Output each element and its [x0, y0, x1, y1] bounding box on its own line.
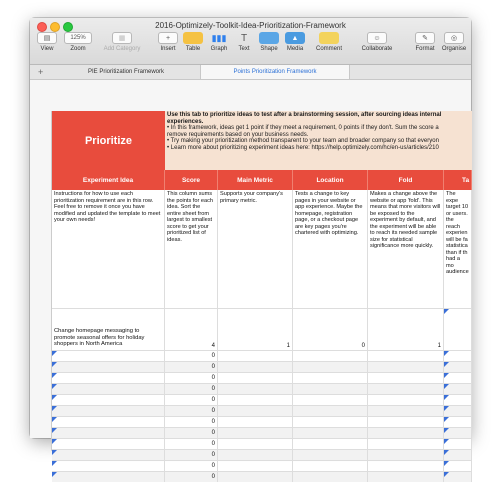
instructions-line: • In this framework, ideas get 1 point if they meet a requirement, 0 points if they don't. Sum the score a	[167, 125, 439, 132]
score-cell[interactable]	[165, 428, 218, 438]
table-row	[52, 449, 472, 460]
score-cell[interactable]	[165, 450, 218, 460]
column-header-main-metric[interactable]: Main Metric	[218, 170, 293, 190]
column-header-ta[interactable]: Ta	[444, 170, 472, 190]
comment-icon	[319, 32, 339, 44]
instructions-line: • Try making your prioritization method transparent to your team and broader company so that everyon	[167, 138, 439, 145]
app-window	[30, 18, 471, 480]
table-row	[52, 460, 472, 471]
table-row	[52, 405, 472, 416]
location-cell[interactable]	[293, 309, 368, 350]
comment-marker-icon	[444, 395, 449, 400]
table-cell[interactable]	[293, 461, 368, 471]
score-cell[interactable]	[165, 461, 218, 471]
score-cell[interactable]	[165, 395, 218, 405]
table-row	[52, 394, 472, 405]
table-cell[interactable]	[218, 417, 293, 427]
description-cell[interactable]: This column sums the points for each idea. Sort the entire sheet from largest to smallest score to get your prioritized list of ideas.	[165, 190, 218, 308]
insert-icon: +	[158, 32, 178, 44]
view-icon: ▤	[37, 32, 57, 44]
media-button[interactable]	[283, 32, 307, 62]
comment-marker-icon	[52, 351, 57, 356]
table-cell[interactable]	[368, 351, 444, 361]
comment-marker-icon	[444, 351, 449, 356]
graph-label: Graph	[210, 46, 228, 52]
organise-label: Organise	[441, 46, 467, 52]
score-cell[interactable]	[165, 384, 218, 394]
view-label: View	[40, 46, 54, 52]
score-value: 0	[211, 364, 215, 370]
score-value: 0	[211, 375, 215, 381]
table-cell[interactable]	[368, 417, 444, 427]
instructions-cell[interactable]	[165, 111, 472, 170]
table-cell[interactable]	[368, 384, 444, 394]
table-cell[interactable]	[218, 406, 293, 416]
score-value: 0	[211, 463, 215, 469]
description-cell[interactable]: The expe target 10 or users. the reach experien will be fa statistica than if th had a mo audience	[444, 190, 472, 308]
collaborate-label: Collaborate	[361, 46, 393, 52]
table-cell[interactable]	[293, 373, 368, 383]
table-cell[interactable]	[218, 384, 293, 394]
main-metric-cell[interactable]	[218, 309, 293, 350]
ta-cell[interactable]	[444, 309, 472, 350]
table-icon	[183, 32, 203, 44]
score-cell[interactable]	[165, 309, 218, 350]
score-value: 0	[211, 386, 215, 392]
table-row	[52, 383, 472, 394]
score-value: 0	[211, 441, 215, 447]
comment-marker-icon	[52, 472, 57, 477]
table-cell[interactable]	[444, 461, 472, 471]
table-cell[interactable]	[293, 406, 368, 416]
table-cell[interactable]	[52, 472, 165, 482]
table-cell[interactable]	[444, 417, 472, 427]
instructions-line: remove requirements based on your business needs.	[167, 131, 309, 138]
window-title: 2016-Optimizely-Toolkit-Idea-Prioritization-Framework	[155, 21, 346, 30]
sheet-tab-bar	[30, 65, 471, 80]
comment-marker-icon	[52, 406, 57, 411]
comment-marker-icon	[444, 417, 449, 422]
column-header-score[interactable]: Score	[165, 170, 218, 190]
insert-label: Insert	[160, 46, 176, 52]
table-cell[interactable]	[52, 428, 165, 438]
table-cell[interactable]	[52, 417, 165, 427]
table-cell[interactable]	[52, 351, 165, 361]
tab-pie-prioritization[interactable]: PIE Prioritization Framework	[87, 69, 165, 75]
column-header-location[interactable]: Location	[293, 170, 368, 190]
table-cell[interactable]	[218, 461, 293, 471]
toolbar	[30, 18, 471, 65]
fold-value: 1	[437, 343, 441, 349]
add-category-button[interactable]	[100, 32, 144, 62]
comment-label: Comment	[315, 46, 342, 52]
comment-marker-icon	[52, 417, 57, 422]
organise-icon: ◎	[444, 32, 464, 44]
table-cell[interactable]	[444, 450, 472, 460]
table-cell[interactable]	[218, 373, 293, 383]
view-button[interactable]	[36, 32, 58, 62]
table-row	[52, 361, 472, 372]
table-cell[interactable]	[293, 384, 368, 394]
table-row	[52, 350, 472, 361]
table-cell[interactable]	[368, 472, 444, 482]
table-cell[interactable]	[218, 472, 293, 482]
table-cell[interactable]	[52, 406, 165, 416]
table-cell[interactable]	[444, 384, 472, 394]
add-sheet-icon[interactable]: +	[38, 67, 44, 77]
table-cell[interactable]	[52, 439, 165, 449]
score-cell[interactable]	[165, 439, 218, 449]
comment-marker-icon	[52, 395, 57, 400]
table-cell[interactable]	[444, 351, 472, 361]
table-cell[interactable]	[52, 373, 165, 383]
table-row	[52, 416, 472, 427]
format-label: Format	[415, 46, 435, 52]
insert-button[interactable]	[157, 32, 179, 62]
collaborate-icon: ☺	[367, 32, 387, 44]
brush-icon: ✎	[415, 32, 435, 44]
comment-marker-icon	[52, 373, 57, 378]
shape-label: Shape	[260, 46, 278, 52]
main-metric-value: 1	[286, 343, 290, 349]
zoom-label: Zoom	[70, 46, 86, 52]
comment-marker-icon	[52, 384, 57, 389]
score-value: 0	[211, 474, 215, 480]
collaborate-button[interactable]	[360, 32, 394, 62]
table-cell[interactable]	[218, 351, 293, 361]
table-cell[interactable]	[368, 439, 444, 449]
score-cell[interactable]	[165, 406, 218, 416]
table-cell[interactable]	[218, 450, 293, 460]
score-cell[interactable]	[165, 417, 218, 427]
table-cell[interactable]	[52, 362, 165, 372]
score-value: 0	[211, 408, 215, 414]
table-cell[interactable]	[293, 362, 368, 372]
graph-button[interactable]	[208, 32, 230, 62]
table-cell[interactable]	[293, 417, 368, 427]
comment-marker-icon	[444, 461, 449, 466]
score-value: 0	[211, 452, 215, 458]
instructions-line: Use this tab to prioritize ideas to test after a brainstorming session, after sourcing ideas internal	[167, 112, 442, 118]
idea-text: Change homepage messaging to promote seasonal offers for holiday shoppers in North America	[54, 328, 145, 348]
table-row	[52, 427, 472, 438]
table-cell[interactable]	[52, 461, 165, 471]
table-cell[interactable]	[368, 450, 444, 460]
table-cell[interactable]	[218, 362, 293, 372]
description-cell[interactable]: Instructions for how to use each prioritization requirement are in this row. Feel free to remove it once you have modified and updated the template to meet your own needs!	[52, 190, 165, 308]
comment-marker-icon	[444, 373, 449, 378]
score-value: 0	[211, 419, 215, 425]
comment-marker-icon	[444, 406, 449, 411]
table-cell[interactable]	[293, 450, 368, 460]
text-icon: T	[240, 32, 248, 44]
table-cell[interactable]	[444, 362, 472, 372]
score-cell[interactable]	[165, 351, 218, 361]
score-value: 0	[211, 430, 215, 436]
shape-icon	[259, 32, 279, 44]
score-value: 0	[211, 397, 215, 403]
table-cell[interactable]	[444, 373, 472, 383]
table-label: Table	[185, 46, 201, 52]
organise-button[interactable]	[440, 32, 468, 62]
comment-marker-icon	[444, 439, 449, 444]
comment-marker-icon	[444, 362, 449, 367]
comment-marker-icon	[444, 309, 449, 314]
format-button[interactable]	[412, 32, 438, 62]
score-value: 4	[211, 343, 215, 349]
comment-marker-icon	[52, 362, 57, 367]
table-cell[interactable]	[444, 406, 472, 416]
media-label: Media	[286, 46, 304, 52]
shape-button[interactable]	[258, 32, 280, 62]
score-cell[interactable]	[165, 362, 218, 372]
comment-marker-icon	[52, 439, 57, 444]
table-cell[interactable]	[368, 406, 444, 416]
add-category-icon: ▦	[112, 32, 132, 44]
bar-chart-icon: ▮▮▮	[211, 32, 227, 43]
table-cell[interactable]	[52, 384, 165, 394]
score-value: 0	[211, 353, 215, 359]
table	[51, 111, 472, 480]
description-cell[interactable]: Tests a change to key pages in your website or app experience. Maybe the homepage, registration page, or a checkout page are key pages you're chartered with optimizing.	[293, 190, 368, 308]
table-cell[interactable]	[293, 439, 368, 449]
sheet-title: Prioritize	[52, 111, 165, 170]
score-cell[interactable]	[165, 373, 218, 383]
description-cell[interactable]: Makes a change above the website or app 'fold'. This means that more visitors will be exposed to the experiment by default, and the experiment will be able to reach its needed sample size for statistical significance more quickly.	[368, 190, 444, 308]
column-header-fold[interactable]: Fold	[368, 170, 444, 190]
location-value: 0	[361, 343, 365, 349]
table-cell[interactable]	[368, 395, 444, 405]
table-cell[interactable]	[293, 395, 368, 405]
table-button[interactable]	[182, 32, 204, 62]
add-category-label: Add Category	[103, 46, 141, 52]
instructions-line: • Learn more about prioritizing experiment ideas here: https://help.optimizely.com/hc/en-us/articles/210	[167, 144, 439, 151]
table-cell[interactable]	[444, 439, 472, 449]
comment-marker-icon	[444, 384, 449, 389]
table-cell[interactable]	[293, 428, 368, 438]
table-cell[interactable]	[218, 395, 293, 405]
score-cell[interactable]	[165, 472, 218, 482]
sheet-canvas	[30, 80, 471, 480]
zoom-dropdown[interactable]	[63, 32, 93, 62]
table-cell[interactable]	[444, 472, 472, 482]
idea-cell[interactable]	[52, 309, 165, 350]
text-label: Text	[238, 46, 250, 52]
column-header-experiment-idea[interactable]: Experiment Idea	[52, 170, 165, 190]
table-row	[52, 438, 472, 449]
zoom-value: 125%	[64, 32, 92, 44]
table-row	[52, 471, 472, 482]
text-button[interactable]	[233, 32, 255, 62]
comment-marker-icon	[444, 428, 449, 433]
comment-marker-icon	[52, 461, 57, 466]
comment-marker-icon	[444, 450, 449, 455]
comment-marker-icon	[52, 450, 57, 455]
comment-marker-icon	[52, 428, 57, 433]
instructions-line: experiences.	[167, 118, 204, 125]
table-row	[52, 372, 472, 383]
media-icon: ▲	[285, 32, 305, 44]
tab-points-prioritization[interactable]: Points Prioritization Framework	[200, 65, 350, 79]
table-cell[interactable]	[368, 428, 444, 438]
table-cell[interactable]	[368, 362, 444, 372]
table-cell[interactable]	[444, 428, 472, 438]
table-cell[interactable]	[218, 439, 293, 449]
table-cell[interactable]	[293, 351, 368, 361]
comment-marker-icon	[444, 472, 449, 477]
table-cell[interactable]	[293, 472, 368, 482]
table-cell[interactable]	[444, 395, 472, 405]
fold-cell[interactable]	[368, 309, 444, 350]
table-cell[interactable]	[368, 461, 444, 471]
table-cell[interactable]	[52, 395, 165, 405]
comment-button[interactable]	[312, 32, 346, 62]
table-cell[interactable]	[368, 373, 444, 383]
table-cell[interactable]	[52, 450, 165, 460]
table-row	[52, 308, 472, 350]
table-cell[interactable]	[218, 428, 293, 438]
description-cell[interactable]: Supports your company's primary metric.	[218, 190, 293, 308]
